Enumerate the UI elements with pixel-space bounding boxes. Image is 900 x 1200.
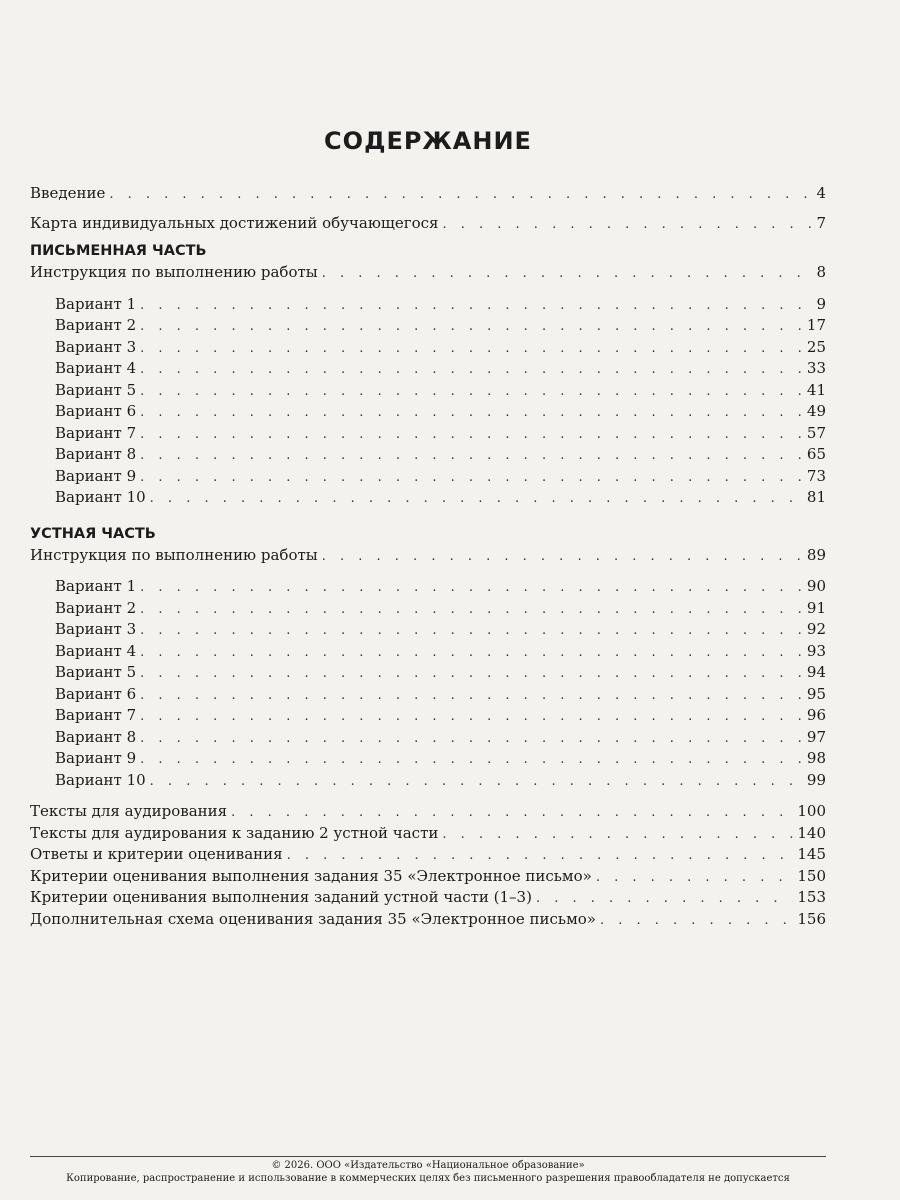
- dot-leader: [140, 642, 803, 664]
- toc-entry-oral-variant: [30, 770, 826, 792]
- toc-entry-appendix: [30, 866, 826, 888]
- toc-entry-oral-variant: [30, 662, 826, 684]
- toc-entry-label: Вариант 8: [55, 445, 137, 463]
- toc-entry-label: Введение: [30, 184, 106, 202]
- dot-leader: [140, 359, 803, 381]
- toc-entry-appendix: [30, 909, 826, 931]
- toc-entry-written-variant: [30, 337, 826, 359]
- toc-entry-page: 73: [806, 466, 826, 485]
- toc-entry-label: Вариант 8: [55, 727, 137, 746]
- toc-entry-page: 41: [806, 380, 826, 399]
- toc-entry-page: 98: [806, 749, 826, 767]
- toc-entry-label: Вариант 5: [55, 380, 137, 399]
- toc-entry-label: Инструкция по выполнению работы: [30, 263, 318, 281]
- toc-entry-oral-variant: [30, 727, 826, 749]
- toc-entry-appendix: [30, 801, 826, 823]
- toc-entry-label: Вариант 1: [55, 577, 137, 595]
- dot-leader: [600, 910, 793, 932]
- toc-entry-page: 94: [806, 663, 826, 681]
- toc-entry-label: Вариант 3: [55, 620, 137, 638]
- dot-leader: [140, 338, 803, 360]
- dot-leader: [231, 802, 793, 824]
- toc-entry-label: Критерии оценивания выполнения заданий устной части (1–3): [30, 888, 532, 906]
- toc-entry-appendix: [30, 887, 826, 909]
- appendix-list: [30, 801, 826, 930]
- dot-leader: [140, 599, 803, 621]
- toc-entry-intro: [30, 183, 826, 205]
- toc-entry-label: Вариант 1: [55, 294, 137, 313]
- toc-entry-page: 4: [816, 184, 826, 202]
- dot-leader: [287, 845, 794, 867]
- toc-entry-label: Вариант 9: [55, 749, 137, 767]
- dot-leader: [140, 381, 803, 403]
- toc-entry-label: Карта индивидуальных достижений обучающегося: [30, 213, 439, 232]
- section-heading-oral: УСТНАЯ ЧАСТЬ: [30, 525, 156, 542]
- dot-leader: [442, 824, 793, 846]
- toc-entry-page: 57: [806, 423, 826, 442]
- toc-entry-page: 153: [797, 888, 826, 906]
- toc-entry-label: Вариант 7: [55, 423, 137, 442]
- toc-entry-written-variant: [30, 358, 826, 380]
- toc-entry-label: Вариант 10: [55, 488, 146, 506]
- page-title: СОДЕРЖАНИЕ: [324, 127, 532, 155]
- dot-leader: [140, 685, 803, 707]
- toc-entry-oral-variant: [30, 619, 826, 641]
- dot-leader: [140, 467, 803, 489]
- toc-entry-oral-variant: [30, 684, 826, 706]
- toc-entry-written-variant: [30, 315, 826, 337]
- oral-variants-list: [30, 576, 826, 791]
- toc-entry-label: Вариант 4: [55, 641, 137, 660]
- toc-entry-label: Дополнительная схема оценивания задания 35 «Электронное письмо»: [30, 909, 596, 928]
- copyright-notice: Копирование, распространение и использование в коммерческих целях без письменного разрешения правообладателя не допускается: [66, 1173, 790, 1184]
- toc-entry-page: 92: [806, 620, 826, 638]
- toc-entry-written-variant: [30, 423, 826, 445]
- toc-entry-appendix: [30, 844, 826, 866]
- toc-entry-oral-variant: [30, 641, 826, 663]
- toc-entry-label: Критерии оценивания выполнения задания 35 «Электронное письмо»: [30, 866, 592, 885]
- toc-entry-page: 17: [806, 316, 826, 334]
- dot-leader: [322, 263, 813, 285]
- dot-leader: [140, 402, 803, 424]
- dot-leader: [596, 867, 794, 889]
- section-heading-written: ПИСЬМЕННАЯ ЧАСТЬ: [30, 243, 207, 259]
- toc-entry-page: 100: [797, 802, 826, 820]
- dot-leader: [109, 184, 812, 206]
- dot-leader: [140, 445, 803, 467]
- toc-entry-label: Тексты для аудирования к заданию 2 устной части: [30, 823, 439, 842]
- document-page: [30, 0, 826, 1200]
- dot-leader: [140, 316, 803, 338]
- toc-entry-page: 7: [816, 213, 826, 232]
- toc-entry-page: 89: [806, 545, 826, 564]
- toc-entry-page: 93: [806, 641, 826, 660]
- toc-entry-page: 81: [806, 488, 826, 506]
- toc-entry-page: 25: [806, 337, 826, 356]
- toc-entry-written-variant: [30, 444, 826, 466]
- toc-entry-oral-variant: [30, 748, 826, 770]
- toc-entry-written-variant: [30, 466, 826, 488]
- toc-entry-label: Вариант 2: [55, 316, 137, 334]
- dot-leader: [322, 546, 803, 568]
- table-of-contents: [30, 183, 826, 930]
- toc-entry-oral-variant: [30, 576, 826, 598]
- toc-entry-label: Вариант 4: [55, 359, 137, 377]
- dot-leader: [140, 295, 812, 317]
- toc-entry-page: 156: [797, 909, 826, 928]
- toc-entry-page: 96: [806, 706, 826, 724]
- toc-entry-label: Вариант 6: [55, 684, 137, 703]
- dot-leader: [150, 488, 803, 510]
- toc-entry-label: Вариант 9: [55, 466, 137, 485]
- written-variants-list: [30, 294, 826, 509]
- toc-entry-label: Вариант 7: [55, 706, 137, 724]
- toc-entry-label: Вариант 10: [55, 770, 146, 789]
- toc-entry-label: Вариант 6: [55, 402, 137, 420]
- toc-entry-page: 145: [797, 845, 826, 863]
- dot-leader: [442, 214, 812, 236]
- toc-entry-oral-instruction: [30, 545, 826, 567]
- dot-leader: [140, 577, 803, 599]
- dot-leader: [536, 888, 793, 910]
- copyright-line: © 2026. ООО «Издательство «Национальное образование»: [271, 1160, 585, 1171]
- toc-entry-page: 90: [806, 577, 826, 595]
- toc-entry-label: Инструкция по выполнению работы: [30, 545, 318, 564]
- dot-leader: [140, 663, 803, 685]
- dot-leader: [140, 749, 803, 771]
- toc-entry-appendix: [30, 823, 826, 845]
- toc-entry-page: 8: [816, 263, 826, 281]
- toc-entry-written-variant: [30, 401, 826, 423]
- toc-entry-page: 33: [806, 359, 826, 377]
- toc-entry-page: 91: [806, 598, 826, 617]
- toc-entry-page: 9: [816, 294, 826, 313]
- dot-leader: [150, 771, 803, 793]
- toc-entry-page: 65: [806, 445, 826, 463]
- toc-entry-written-variant: [30, 380, 826, 402]
- toc-entry-page: 99: [806, 770, 826, 789]
- toc-entry-written-variant: [30, 487, 826, 509]
- toc-entry-page: 140: [797, 823, 826, 842]
- toc-entry-page: 97: [806, 727, 826, 746]
- toc-entry-page: 95: [806, 684, 826, 703]
- toc-entry-oral-variant: [30, 705, 826, 727]
- toc-entry-written-variant: [30, 294, 826, 316]
- toc-entry-label: Вариант 5: [55, 663, 137, 681]
- toc-entry-label: Ответы и критерии оценивания: [30, 845, 283, 863]
- dot-leader: [140, 728, 803, 750]
- page-footer: [30, 1156, 826, 1185]
- toc-entry-oral-variant: [30, 598, 826, 620]
- toc-entry-written-instruction: [30, 262, 826, 284]
- toc-entry-achievement-map: [30, 213, 826, 235]
- toc-entry-page: 49: [806, 402, 826, 420]
- dot-leader: [140, 706, 803, 728]
- toc-entry-page: 150: [797, 866, 826, 885]
- toc-entry-label: Тексты для аудирования: [30, 802, 228, 820]
- toc-entry-label: Вариант 3: [55, 337, 137, 356]
- dot-leader: [140, 424, 803, 446]
- dot-leader: [140, 620, 803, 642]
- toc-entry-label: Вариант 2: [55, 598, 137, 617]
